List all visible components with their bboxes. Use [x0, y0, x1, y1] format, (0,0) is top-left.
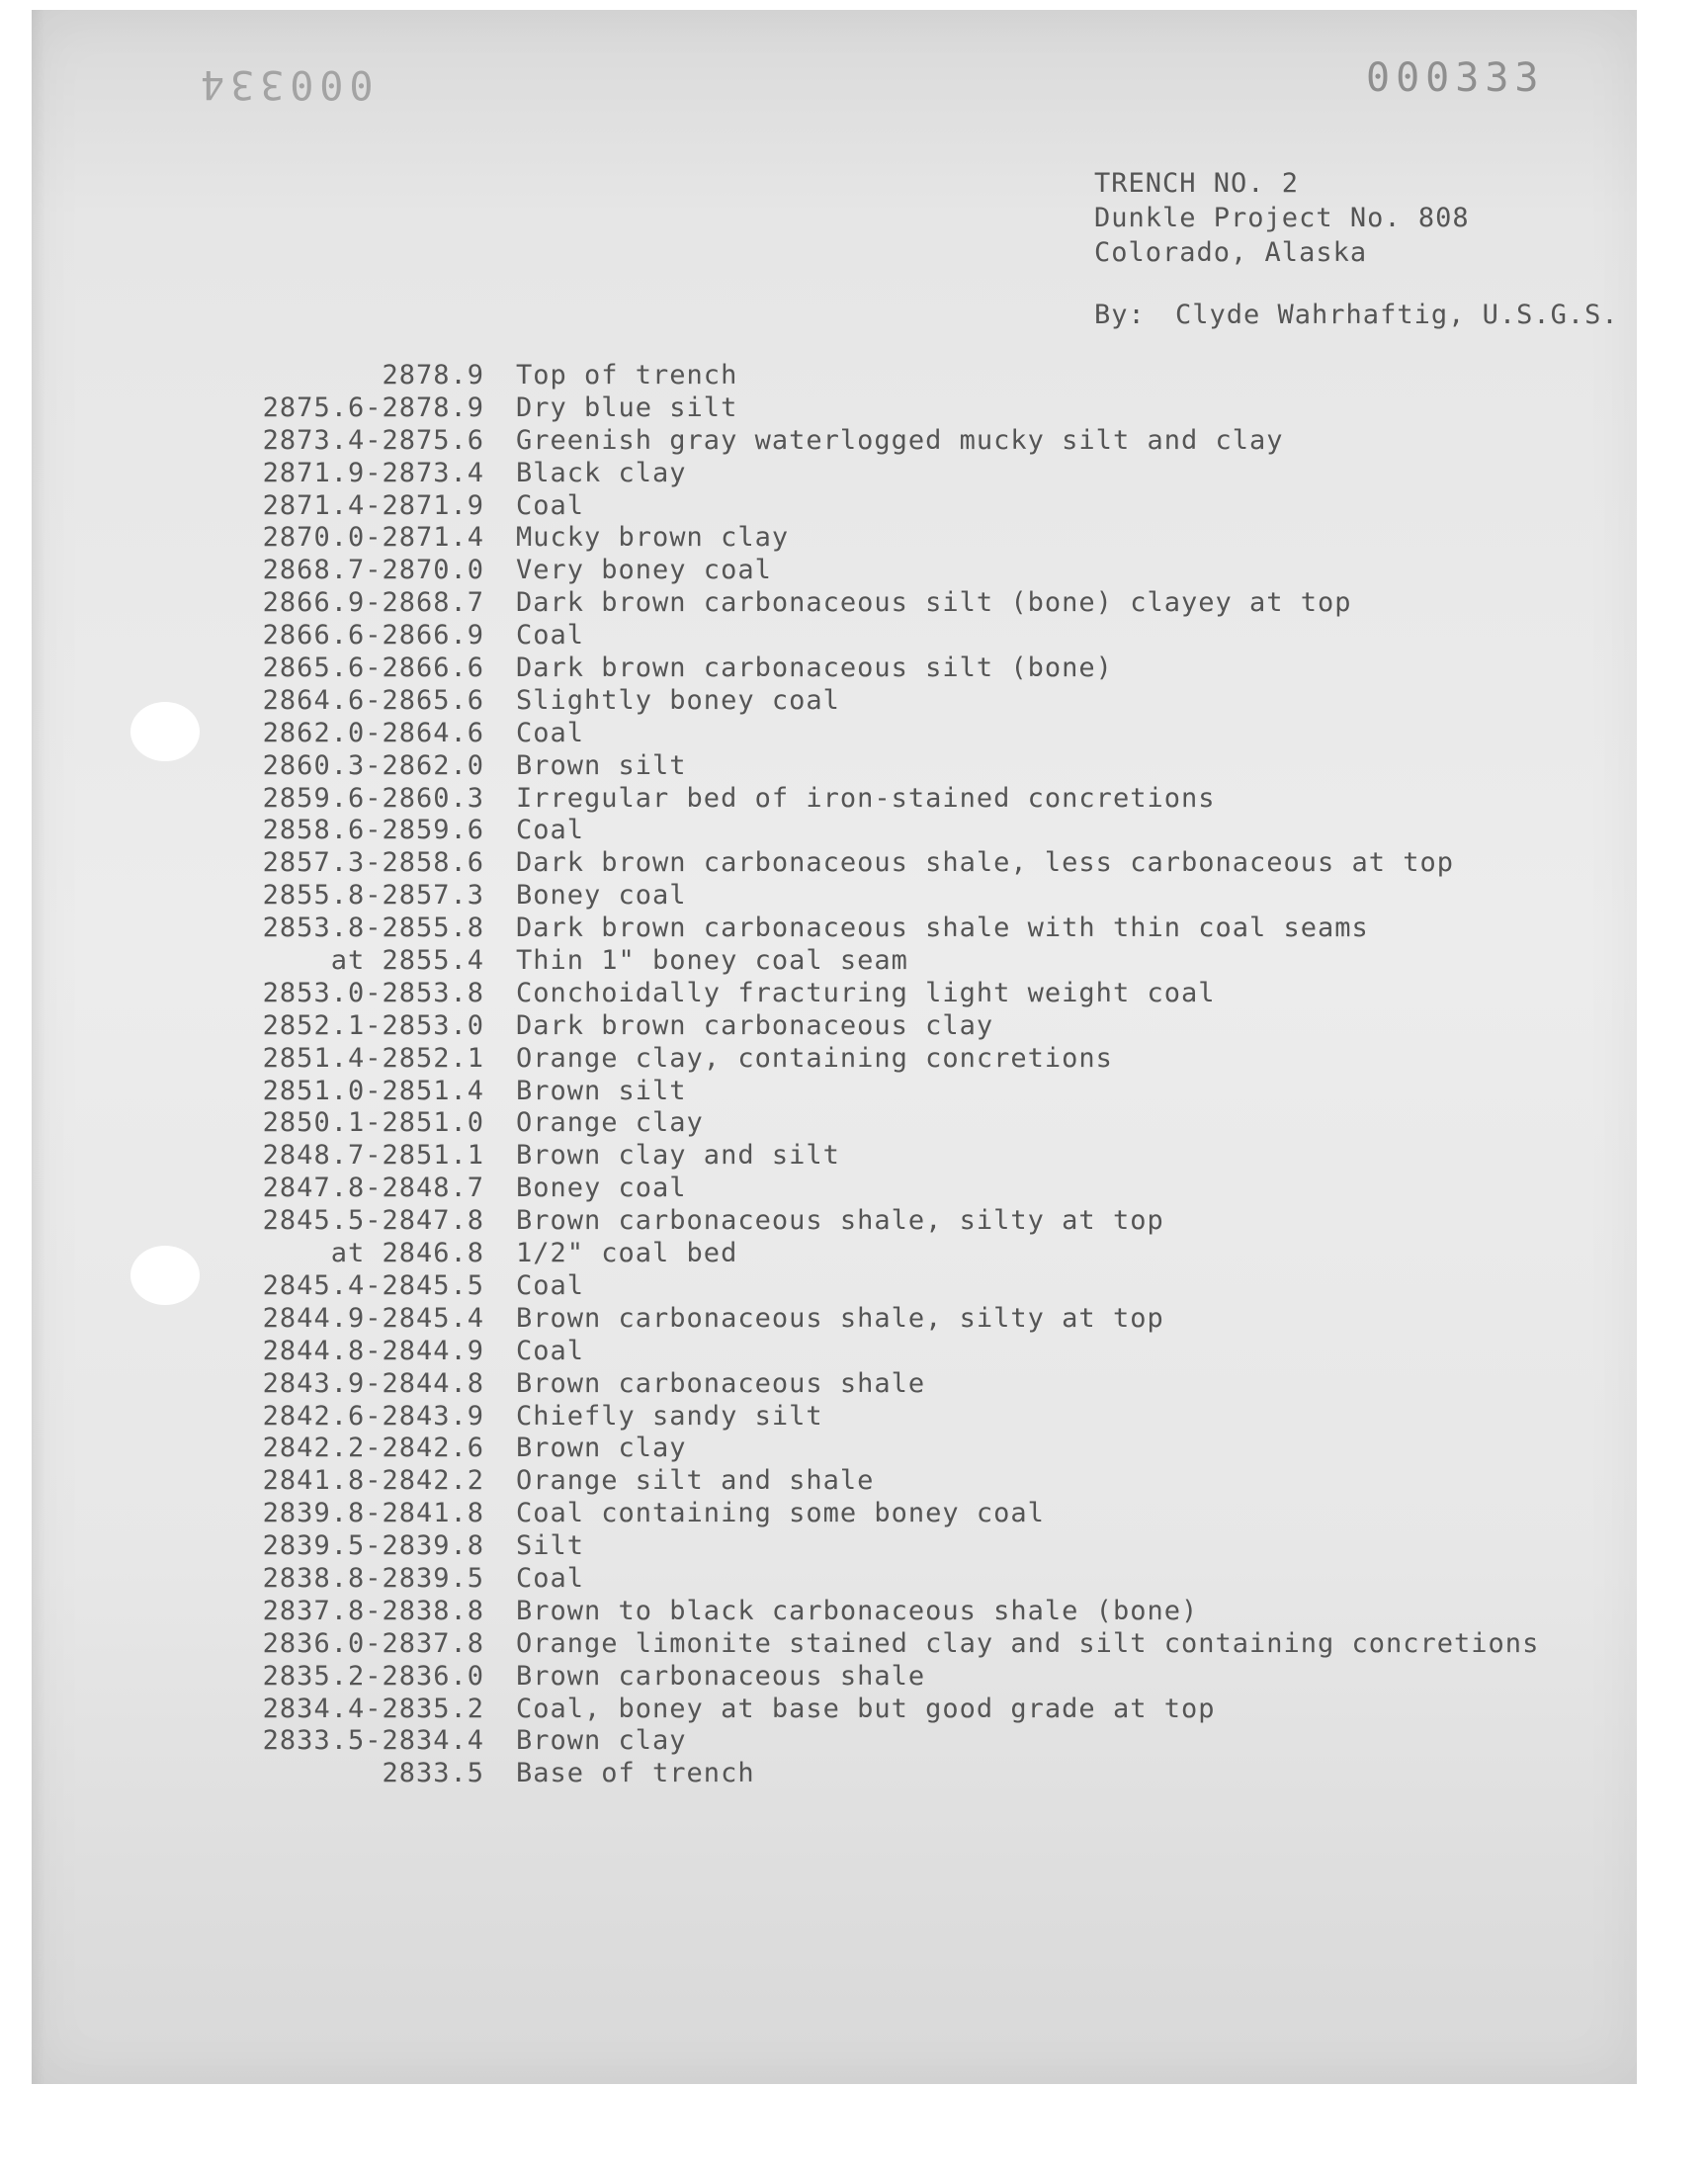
log-row: [210, 750, 1544, 783]
depth-value: 2862.0-2864.6: [262, 717, 484, 748]
stratum-description: Coal: [516, 717, 585, 748]
by-label: By:: [1094, 300, 1146, 330]
depth-value: 2875.6-2878.9: [262, 392, 484, 423]
stratum-description: Orange clay, containing concretions: [516, 1042, 1113, 1074]
stratum-description: 1/2" coal bed: [516, 1238, 738, 1269]
stratum-description: Brown to black carbonaceous shale (bone): [516, 1595, 1199, 1626]
depth-value: 2868.7-2870.0: [262, 555, 484, 586]
stratum-description: Brown silt: [516, 749, 687, 781]
stratum-description: Dark brown carbonaceous shale with thin coal seams: [516, 913, 1369, 944]
log-row: [210, 1530, 1544, 1563]
log-row: [210, 1433, 1544, 1465]
stratum-description: Slightly boney coal: [516, 684, 840, 716]
depth-value: 2833.5: [382, 1758, 484, 1789]
log-row: [210, 1596, 1544, 1628]
depth-value: 2870.0-2871.4: [262, 522, 484, 554]
depth-value: 2851.0-2851.4: [262, 1075, 484, 1106]
location-line: Colorado, Alaska: [1094, 237, 1368, 268]
stratum-description: Dark brown carbonaceous silt (bone) clayey at top: [516, 587, 1352, 619]
stratum-description: Very boney coal: [516, 555, 772, 586]
punch-hole: [130, 702, 200, 761]
stratum-description: Dark brown carbonaceous shale, less carbonaceous at top: [516, 847, 1455, 879]
stratum-description: Greenish gray waterlogged mucky silt and clay: [516, 424, 1284, 456]
depth-value: 2841.8-2842.2: [262, 1465, 484, 1497]
stratum-description: Coal: [516, 489, 585, 521]
log-row: [210, 1238, 1544, 1270]
depth-value: 2833.5-2834.4: [262, 1725, 484, 1757]
depth-value: 2866.9-2868.7: [262, 587, 484, 619]
stratum-description: Silt: [516, 1530, 585, 1562]
page-edge-shadow: [32, 10, 45, 2084]
log-row: [210, 1563, 1544, 1596]
stratum-description: Base of trench: [516, 1758, 755, 1789]
depth-value: 2855.8-2857.3: [262, 880, 484, 912]
depth-value: 2871.9-2873.4: [262, 457, 484, 488]
stratum-description: Black clay: [516, 457, 687, 488]
depth-value: 2866.6-2866.9: [262, 620, 484, 652]
stratum-description: Orange limonite stained clay and silt containing concretions: [516, 1627, 1540, 1659]
depth-value: 2837.8-2838.8: [262, 1595, 484, 1626]
stratum-description: Conchoidally fracturing light weight coal: [516, 977, 1216, 1008]
project-line: Dunkle Project No. 808: [1094, 203, 1470, 233]
stratum-description: Coal: [516, 815, 585, 846]
log-row: [210, 1725, 1544, 1758]
depth-value: 2873.4-2875.6: [262, 424, 484, 456]
stratum-description: Coal: [516, 1269, 585, 1301]
stratum-description: Boney coal: [516, 1173, 687, 1204]
log-row: [210, 1140, 1544, 1173]
log-row: [210, 1628, 1544, 1661]
stratum-description: Coal: [516, 620, 585, 652]
document-header: [1094, 166, 1619, 332]
log-row: [210, 945, 1544, 978]
stratum-description: Brown clay: [516, 1433, 687, 1464]
stratum-description: Brown carbonaceous shale, silty at top: [516, 1302, 1164, 1334]
stratum-description: Mucky brown clay: [516, 522, 790, 554]
depth-value: 2845.4-2845.5: [262, 1269, 484, 1301]
stratum-description: Orange silt and shale: [516, 1465, 875, 1497]
depth-value: 2847.8-2848.7: [262, 1173, 484, 1204]
log-row: [210, 1661, 1544, 1694]
stratum-description: Dark brown carbonaceous silt (bone): [516, 652, 1113, 684]
page-number-stamp-inverted: 000334: [195, 61, 374, 107]
depth-value: 2845.5-2847.8: [262, 1205, 484, 1237]
depth-value: 2838.8-2839.5: [262, 1562, 484, 1594]
log-row: [210, 1076, 1544, 1108]
stratum-description: Coal, boney at base but good grade at top: [516, 1693, 1216, 1724]
depth-value: 2864.6-2865.6: [262, 684, 484, 716]
log-row: [210, 1336, 1544, 1368]
log-row: [210, 1173, 1544, 1205]
log-row: [210, 847, 1544, 880]
document-page: [32, 10, 1637, 2084]
depth-value: 2851.4-2852.1: [262, 1042, 484, 1074]
log-row: [210, 783, 1544, 816]
log-row: [210, 1401, 1544, 1434]
depth-value: 2857.3-2858.6: [262, 847, 484, 879]
stratum-description: Orange clay: [516, 1107, 704, 1139]
depth-value: 2853.0-2853.8: [262, 977, 484, 1008]
log-row: [210, 1758, 1544, 1790]
depth-value: 2878.9: [382, 360, 484, 391]
stratum-description: Dry blue silt: [516, 392, 738, 423]
depth-value: 2852.1-2853.0: [262, 1009, 484, 1041]
punch-hole: [130, 1246, 200, 1305]
log-row: [210, 490, 1544, 523]
log-row: [210, 555, 1544, 587]
log-row: [210, 360, 1544, 392]
depth-value: 2848.7-2851.1: [262, 1140, 484, 1172]
log-row: [210, 1270, 1544, 1303]
stratum-description: Brown clay: [516, 1725, 687, 1757]
stratum-description: Coal: [516, 1335, 585, 1366]
depth-value: 2844.9-2845.4: [262, 1302, 484, 1334]
stratum-description: Brown carbonaceous shale: [516, 1367, 926, 1399]
stratum-description: Chiefly sandy silt: [516, 1400, 823, 1432]
log-row: [210, 718, 1544, 750]
depth-value: 2836.0-2837.8: [262, 1627, 484, 1659]
stratum-description: Irregular bed of iron-stained concretions: [516, 782, 1216, 814]
log-row: [210, 815, 1544, 847]
stratum-description: Dark brown carbonaceous clay: [516, 1009, 994, 1041]
log-row: [210, 1498, 1544, 1530]
trench-title: TRENCH NO. 2: [1094, 168, 1300, 199]
log-row: [210, 1303, 1544, 1336]
author-name: Clyde Wahrhaftig, U.S.G.S.: [1175, 300, 1619, 330]
log-row: [210, 425, 1544, 458]
log-row: [210, 587, 1544, 620]
log-row: [210, 880, 1544, 913]
log-row: [210, 685, 1544, 718]
page-number-stamp: 000333: [1366, 55, 1545, 101]
log-row: [210, 652, 1544, 685]
depth-value: 2839.8-2841.8: [262, 1498, 484, 1529]
depth-value: 2842.2-2842.6: [262, 1433, 484, 1464]
depth-value: 2834.4-2835.2: [262, 1693, 484, 1724]
stratum-description: Brown clay and silt: [516, 1140, 840, 1172]
stratum-description: Brown carbonaceous shale, silty at top: [516, 1205, 1164, 1237]
depth-value: 2835.2-2836.0: [262, 1660, 484, 1692]
depth-value: at 2855.4: [330, 945, 484, 977]
depth-value: 2853.8-2855.8: [262, 913, 484, 944]
depth-value: 2839.5-2839.8: [262, 1530, 484, 1562]
depth-value: 2871.4-2871.9: [262, 489, 484, 521]
log-row: [210, 1465, 1544, 1498]
log-row: [210, 1205, 1544, 1238]
depth-value: 2858.6-2859.6: [262, 815, 484, 846]
log-row: [210, 620, 1544, 652]
log-row: [210, 392, 1544, 425]
stratum-description: Brown silt: [516, 1075, 687, 1106]
depth-value: 2842.6-2843.9: [262, 1400, 484, 1432]
stratum-description: Coal: [516, 1562, 585, 1594]
depth-value: 2844.8-2844.9: [262, 1335, 484, 1366]
stratum-description: Brown carbonaceous shale: [516, 1660, 926, 1692]
log-row: [210, 978, 1544, 1010]
depth-value: 2865.6-2866.6: [262, 652, 484, 684]
trench-log: [210, 360, 1544, 1790]
depth-value: 2843.9-2844.8: [262, 1367, 484, 1399]
log-row: [210, 913, 1544, 945]
log-row: [210, 1368, 1544, 1401]
stratum-description: Thin 1" boney coal seam: [516, 945, 908, 977]
log-row: [210, 1694, 1544, 1726]
log-row: [210, 458, 1544, 490]
log-row: [210, 1010, 1544, 1043]
depth-value: 2860.3-2862.0: [262, 749, 484, 781]
author-line: [1094, 298, 1619, 332]
stratum-description: Boney coal: [516, 880, 687, 912]
stratum-description: Top of trench: [516, 360, 738, 391]
log-row: [210, 522, 1544, 555]
depth-value: 2850.1-2851.0: [262, 1107, 484, 1139]
depth-value: at 2846.8: [330, 1238, 484, 1269]
log-row: [210, 1043, 1544, 1076]
depth-value: 2859.6-2860.3: [262, 782, 484, 814]
log-row: [210, 1107, 1544, 1140]
stratum-description: Coal containing some boney coal: [516, 1498, 1045, 1529]
